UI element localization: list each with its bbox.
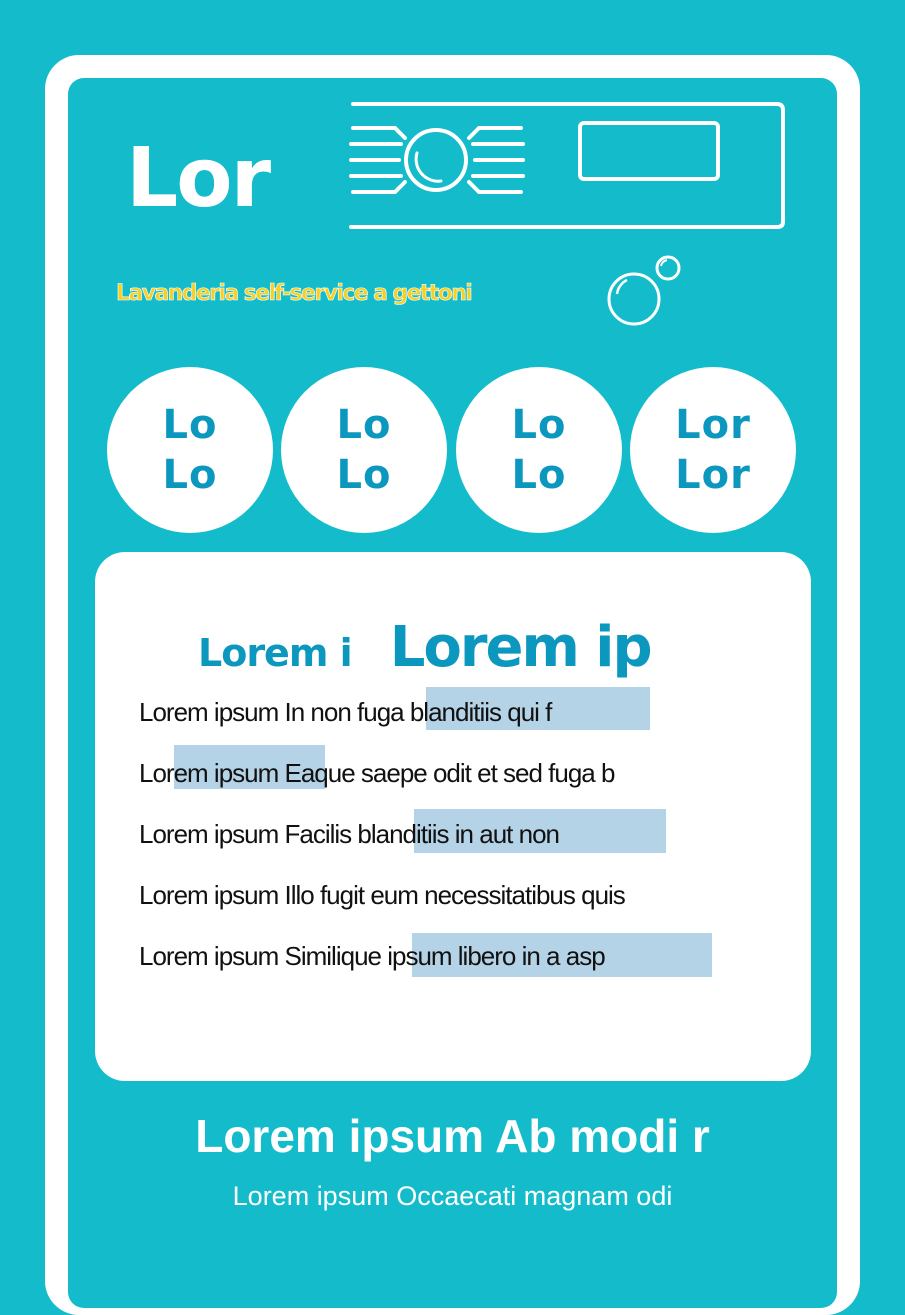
- badge-3: [456, 367, 622, 533]
- badge-1-line-1: Lo: [162, 402, 218, 448]
- badge-row: [107, 367, 797, 533]
- badge-1-line-2: Lo: [162, 452, 218, 498]
- footer-subtitle: Lorem ipsum Occaecati magnam odi: [232, 1181, 673, 1211]
- washing-machine-icon: [345, 98, 790, 233]
- list-item: Lorem ipsum Similique ipsum libero in a asp: [139, 941, 605, 971]
- badge-4: [630, 367, 796, 533]
- list-item: Lorem ipsum Illo fugit eum necessitatibus quis: [139, 880, 625, 910]
- badge-3-line-1: Lo: [511, 402, 567, 448]
- badge-3-line-2: Lo: [511, 452, 567, 498]
- badge-2: [281, 367, 447, 533]
- badge-4-line-1: Lor: [675, 402, 751, 448]
- footer-title: Lorem ipsum Ab modi r: [195, 1110, 710, 1162]
- badge-1: [107, 367, 273, 533]
- badge-4-line-2: Lor: [675, 452, 751, 498]
- list-item: Lorem ipsum In non fuga blanditiis qui f: [139, 697, 552, 727]
- card-heading-small: Lorem i: [198, 631, 352, 675]
- badge-2-line-2: Lo: [336, 452, 392, 498]
- poster-subtitle: Lavanderia self-service a gettoni: [116, 281, 472, 306]
- list-item: Lorem ipsum Eaque saepe odit et sed fuga b: [139, 758, 615, 788]
- poster-title: Lor: [126, 131, 270, 226]
- card-heading-large: Lorem ip: [389, 615, 651, 680]
- card-heading: [198, 615, 651, 680]
- list-item: Lorem ipsum Facilis blanditiis in aut non: [139, 819, 559, 849]
- bubbles-icon: [603, 254, 685, 330]
- badge-2-line-1: Lo: [336, 402, 392, 448]
